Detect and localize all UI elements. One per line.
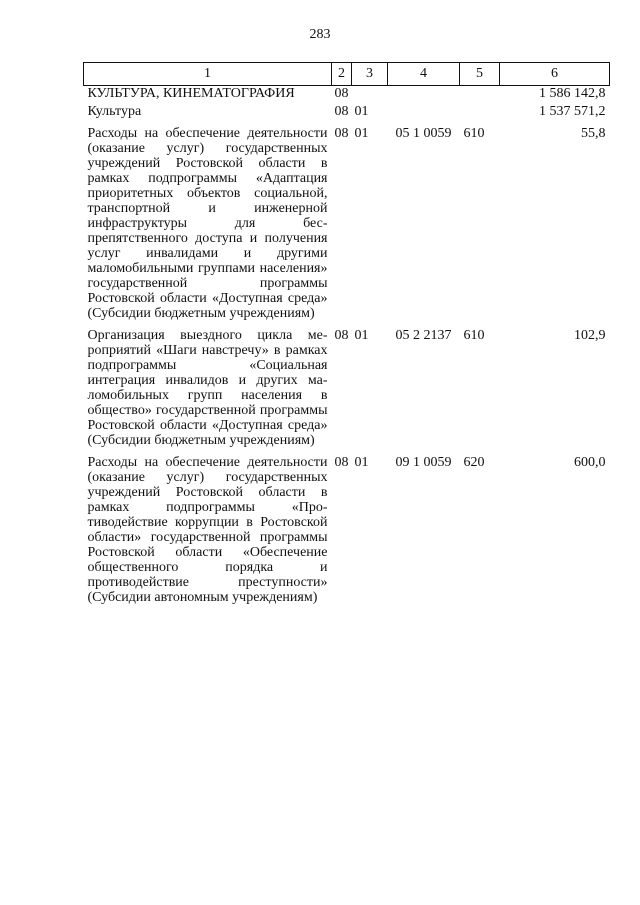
row-target [388, 86, 460, 104]
table-row [84, 454, 610, 605]
row-subsection [352, 86, 388, 104]
row-amount: 55,8 [581, 126, 606, 141]
row-section: 08 [334, 328, 349, 343]
column-header: 3 [352, 63, 388, 86]
column-header: 1 [84, 63, 332, 86]
table-row [84, 327, 610, 454]
table-row [84, 86, 610, 104]
row-subsection: 01 [354, 328, 369, 343]
row-target: 05 2 2137 [395, 328, 452, 343]
row-amount: 1 537 571,2 [539, 104, 606, 119]
table-row [84, 125, 610, 327]
row-name: Культура [87, 104, 142, 119]
row-section: 08 [334, 104, 349, 119]
row-name: Расходы на обеспечение деятельности (оказание услуг) государственных учреждений Ростовской области в рамках подпрограммы «Адаптация приоритетных объектов социальной, транспортной и инженерной инфраструктуры для беспрепятственного доступа и получения услуг инвалидами и другими маломобильными группами населения» государственной программы Ростовской области «Доступная среда» (Субсидии бюджетным учреждениям) [87, 126, 328, 321]
row-name: Расходы на обеспечение деятельности (оказание услуг) государственных учреждений Ростовской области в рамках подпрограммы «Противодействие коррупции в Ростовской области» государственной программы Ростовской области «Обеспечение общественного порядка и противодействие преступности» (Субсидии автономным учреждениям) [87, 455, 328, 605]
table-row [84, 103, 610, 125]
row-expense-type: 610 [463, 328, 485, 343]
row-subsection: 01 [354, 126, 369, 141]
row-name: Организация выездного цикла мероприятий «Шаги навстречу» в рамках подпрограммы «Социальная интеграция инвалидов и других маломобильных групп населения в общество» государственной программы Ростовской области «Доступная среда» (Субсидии бюджетным учреждениям) [87, 328, 328, 448]
row-target [388, 103, 460, 125]
page-number: 283 [309, 27, 331, 42]
row-amount: 600,0 [574, 455, 606, 470]
row-target: 09 1 0059 [395, 455, 452, 470]
row-section: 08 [334, 86, 349, 101]
row-amount: 102,9 [574, 328, 606, 343]
table-header-row [84, 63, 610, 86]
budget-table [83, 62, 610, 605]
row-amount: 1 586 142,8 [539, 86, 606, 101]
row-name: КУЛЬТУРА, КИНЕМАТОГРАФИЯ [87, 86, 295, 101]
row-expense-type: 620 [463, 455, 485, 470]
row-subsection: 01 [354, 455, 369, 470]
row-target: 05 1 0059 [395, 126, 452, 141]
column-header: 4 [388, 63, 460, 86]
row-expense-type [460, 86, 500, 104]
column-header: 5 [460, 63, 500, 86]
column-header: 6 [500, 63, 610, 86]
row-expense-type: 610 [463, 126, 485, 141]
row-section: 08 [334, 455, 349, 470]
row-expense-type [460, 103, 500, 125]
row-section: 08 [334, 126, 349, 141]
column-header: 2 [332, 63, 352, 86]
row-subsection: 01 [354, 104, 369, 119]
